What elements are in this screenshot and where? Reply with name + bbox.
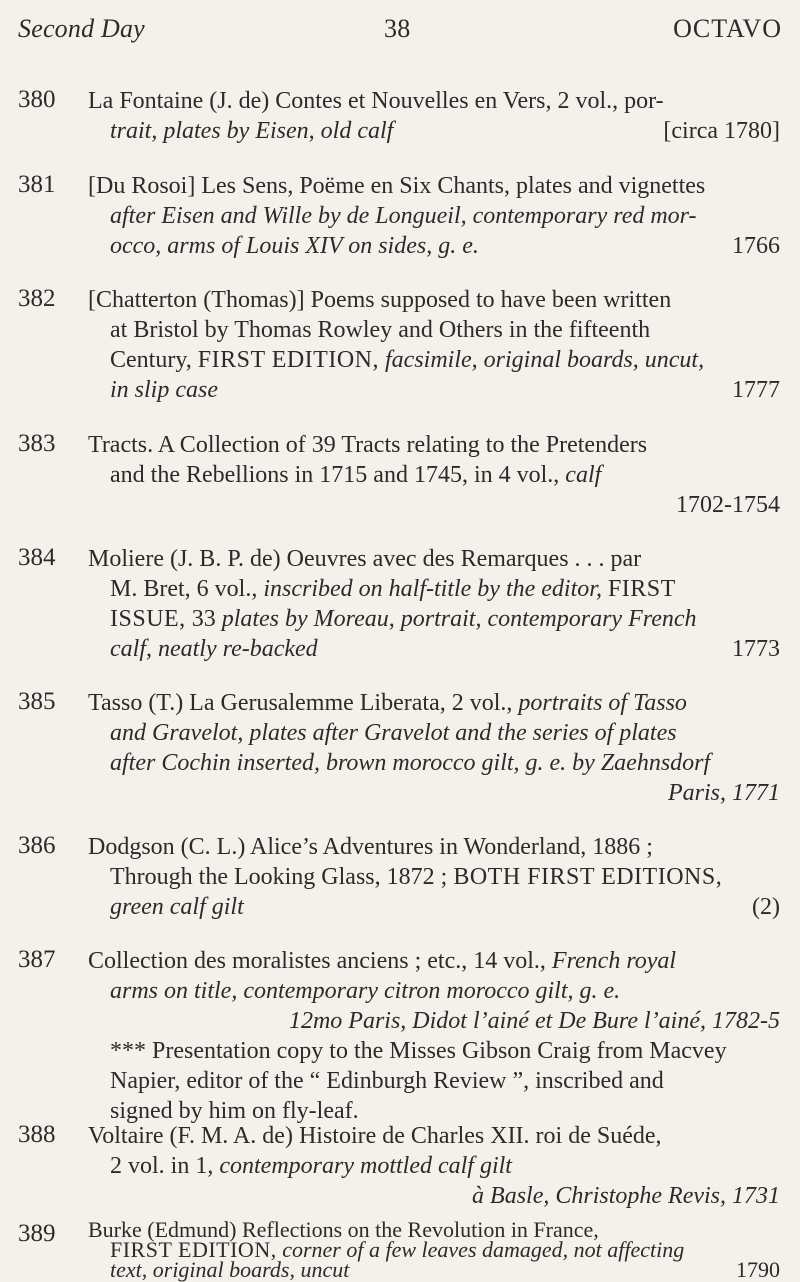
lot-text: Tasso (T.) La Gerusalemme Liberata, 2 vol., xyxy=(88,690,513,716)
lot-date: 1777 xyxy=(732,377,780,403)
lot-line xyxy=(88,946,780,976)
lot-number: 381 xyxy=(18,171,56,198)
lot-date: 1766 xyxy=(732,233,780,259)
lot-388 xyxy=(18,1121,780,1211)
lot-382 xyxy=(18,285,780,405)
lot-line xyxy=(88,345,780,375)
lot-line: trait, plates by Eisen, old calf xyxy=(110,118,394,144)
lot-date: [circa 1780] xyxy=(663,118,780,144)
lot-line: text, original boards, uncut xyxy=(110,1257,350,1282)
lot-number: 385 xyxy=(18,688,56,715)
lot-text: corner of a few leaves damaged, not affecting xyxy=(282,1237,685,1262)
lot-issue: ISSUE, xyxy=(110,606,186,632)
lot-384 xyxy=(18,544,780,664)
lot-edition: FIRST EDITION, xyxy=(197,347,379,373)
lot-line: Burke (Edmund) Reflections on the Revolution in France, xyxy=(88,1217,599,1242)
lot-imprint: 12mo Paris, Didot l’ainé et De Bure l’ainé, 1782-5 xyxy=(288,1008,780,1034)
lot-date: 1790 xyxy=(736,1257,780,1282)
lot-number: 383 xyxy=(18,430,56,457)
lot-line xyxy=(88,460,780,490)
lot-386 xyxy=(18,832,780,922)
lot-note: signed by him on fly-leaf. xyxy=(110,1098,359,1124)
lot-383 xyxy=(18,430,780,520)
lot-edition: FIRST xyxy=(607,576,676,602)
header-format: OCTAVO xyxy=(673,14,782,43)
lot-number: 386 xyxy=(18,832,56,859)
lot-date: 1702-1754 xyxy=(676,492,780,518)
lot-line: Tracts. A Collection of 39 Tracts relating to the Pretenders xyxy=(88,432,648,458)
lot-line: calf, neatly re-backed xyxy=(110,636,318,662)
lot-line: arms on title, contemporary citron morocco gilt, g. e. xyxy=(110,978,621,1004)
lot-line xyxy=(88,1151,780,1181)
lot-note: *** Presentation copy to the Misses Gibson Craig from Macvey xyxy=(110,1038,727,1064)
lot-text: 2 vol. in 1, xyxy=(110,1153,214,1179)
lot-number: 380 xyxy=(18,86,56,113)
lot-text: French royal xyxy=(551,948,677,974)
lot-line: Voltaire (F. M. A. de) Histoire de Charles XII. roi de Suéde, xyxy=(88,1123,662,1149)
header-day: Second Day xyxy=(18,14,145,43)
lot-date: (2) xyxy=(752,894,780,920)
lot-line: after Eisen and Wille by de Longueil, contemporary red mor- xyxy=(110,203,697,229)
lot-380 xyxy=(18,86,780,146)
lot-text: inscribed on half-title by the editor, xyxy=(263,576,602,602)
lot-number: 382 xyxy=(18,285,56,312)
lot-text: plates by Moreau, portrait, contemporary French xyxy=(221,606,697,632)
lot-line: [Du Rosoi] Les Sens, Poëme en Six Chants, plates and vignettes xyxy=(88,173,706,199)
page-header xyxy=(18,14,782,54)
lot-text: Collection des moralistes anciens ; etc., 14 vol., xyxy=(88,948,546,974)
lot-line: [Chatterton (Thomas)] Poems supposed to have been written xyxy=(88,287,672,313)
lot-line xyxy=(88,574,780,604)
lot-line xyxy=(88,688,780,718)
lot-line: occo, arms of Louis XIV on sides, g. e. xyxy=(110,233,479,259)
lot-381 xyxy=(18,171,780,261)
lot-line: at Bristol by Thomas Rowley and Others in the fifteenth xyxy=(110,317,651,343)
lot-number: 384 xyxy=(18,544,56,571)
lot-number: 389 xyxy=(18,1220,56,1247)
lot-line: after Cochin inserted, brown morocco gilt, g. e. by Zaehnsdorf xyxy=(110,750,711,776)
lot-date: à Basle, Christophe Revis, 1731 xyxy=(472,1183,780,1209)
lot-line: Moliere (J. B. P. de) Oeuvres avec des Remarques . . . par xyxy=(88,546,642,572)
lot-line: in slip case xyxy=(110,377,218,403)
lot-line: and Gravelot, plates after Gravelot and the series of plates xyxy=(110,720,677,746)
lot-edition: BOTH FIRST EDITIONS, xyxy=(453,864,723,890)
lot-line: green calf gilt xyxy=(110,894,244,920)
lot-text: 33 xyxy=(191,606,216,632)
lot-387 xyxy=(18,946,780,1126)
lot-line xyxy=(88,604,780,634)
lot-number: 387 xyxy=(18,946,56,973)
lot-text: Through the Looking Glass, 1872 ; xyxy=(110,864,448,890)
lot-text: Century, xyxy=(110,347,192,373)
lot-note: Napier, editor of the “ Edinburgh Review ”, inscribed and xyxy=(110,1068,664,1094)
lot-line xyxy=(88,862,780,892)
lot-text: and the Rebellions in 1715 and 1745, in 4 vol., xyxy=(110,462,560,488)
page-number: 38 xyxy=(384,14,411,43)
lot-line: Dodgson (C. L.) Alice’s Adventures in Wonderland, 1886 ; xyxy=(88,834,653,860)
lot-line: La Fontaine (J. de) Contes et Nouvelles en Vers, 2 vol., por- xyxy=(88,88,664,114)
lot-edition: FIRST EDITION, xyxy=(110,1237,277,1262)
lot-date: 1773 xyxy=(732,636,780,662)
lot-text: facsimile, original boards, uncut, xyxy=(385,347,705,373)
lot-385 xyxy=(18,688,780,808)
lot-date: Paris, 1771 xyxy=(667,780,780,806)
lot-text: portraits of Tasso xyxy=(518,690,687,716)
lot-text: contemporary mottled calf gilt xyxy=(219,1153,512,1179)
lot-text: M. Bret, 6 vol., xyxy=(110,576,258,602)
lot-number: 388 xyxy=(18,1121,56,1148)
lot-text: calf xyxy=(565,462,602,488)
lot-389 xyxy=(18,1217,780,1282)
